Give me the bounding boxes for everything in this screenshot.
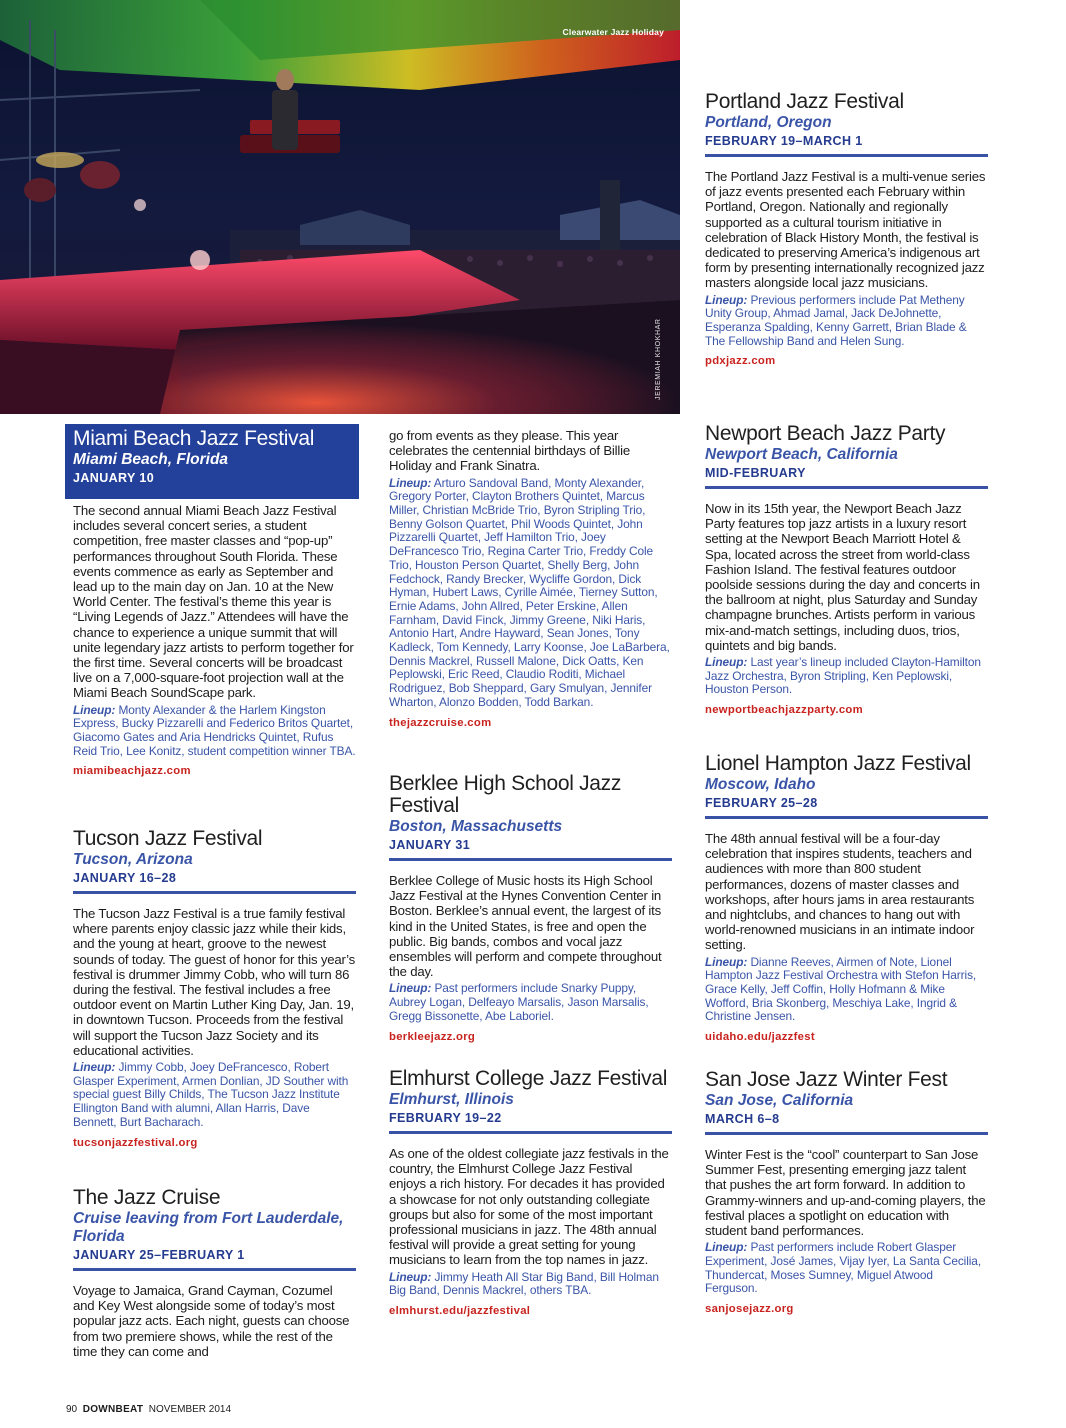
festival-entry-newport	[705, 423, 988, 716]
festival-description: The Tucson Jazz Festival is a true family festival where parents enjoy classic jazz while their kids, and the young at heart, groove to the newest sounds of today. The guest of honor for this year’s festival is drummer Jimmy Cobb, who will turn 86 during the festival. The festival includes a free outdoor event on Martin Luther King Day, Jan. 19, in downtown Tucson. Proceeds from the festival will support the Tucson Jazz Society and its educational activities.	[73, 906, 356, 1058]
festival-lineup	[389, 1271, 672, 1298]
lineup-text: Dianne Reeves, Airmen of Note, Lionel Hampton Jazz Festival Orchestra with Stefon Harris, Grace Kelly, Jeff Coffin, Holly Hofmann & Mike Wofford, Bria Skonberg, Meschiya Lake, Ingrid & Christine Jensen.	[705, 954, 977, 1024]
festival-date: JANUARY 16–28	[73, 871, 356, 894]
festival-description: Winter Fest is the “cool” counterpart to San Jose Summer Fest, presenting emerging jazz talent that pushes the art form forward. In addition to Grammy-winners and up-and-coming players, the festival places a spotlight on education with student band performances.	[705, 1147, 986, 1239]
photo-credit: JEREMIAH KHOKHAR	[655, 318, 662, 400]
festival-url[interactable]: pdxjazz.com	[705, 355, 776, 368]
lineup-text: Monty Alexander & the Harlem Kingston Express, Bucky Pizzarelli and Federico Britos Quartet, Giacomo Gates and Aria Hendricks Quintet, Rufus Reid Trio, Lee Konitz, student competition winner TBA.	[73, 702, 356, 758]
festival-entry-cruise-continued	[389, 428, 672, 729]
festival-description: The 48th annual festival will be a four-day celebration that inspires students, teachers and audiences with more than 800 student performances, dozens of master classes and workshops, after hours jams in area restaurants and nightclubs, and chances to hang out with world-renowned musicians in an intimate indoor setting.	[705, 831, 975, 953]
festival-entry-portland	[705, 91, 988, 367]
festival-location: Portland, Oregon	[705, 114, 832, 131]
festival-url[interactable]: thejazzcruise.com	[389, 716, 492, 729]
festival-url[interactable]: uidaho.edu/jazzfest	[705, 1031, 815, 1044]
festival-lineup	[389, 982, 672, 1023]
lineup-label: Lineup:	[705, 1240, 748, 1255]
lineup-label: Lineup:	[705, 954, 748, 969]
magazine-name: DOWNBEAT	[82, 1404, 144, 1415]
festival-url[interactable]: tucsonjazzfestival.org	[73, 1136, 198, 1149]
festival-description: The second annual Miami Beach Jazz Festival includes several concert series, a student competition, free master classes and “pop-up” performances throughout South Florida. These events commence as early as September and lead up to the main day on Jan. 10 at the New World Center. The festival’s theme this year is “Living Legends of Jazz.” Attendees will have the chance to experience a unique summit that will unite legendary jazz artists to perform together for the first time. Several concerts will be broadcast live on a 7,000-square-foot projection wall at the Miami Beach SoundScape park.	[73, 503, 354, 701]
festival-date: FEBRUARY 19–MARCH 1	[705, 134, 988, 157]
lineup-label: Lineup:	[389, 981, 432, 996]
lineup-text: Jimmy Heath All Star Big Band, Bill Holman Big Band, Dennis Mackrel, others TBA.	[389, 1269, 659, 1298]
festival-entry-berklee	[389, 773, 672, 1043]
issue-date: NOVEMBER 2014	[148, 1404, 232, 1415]
festival-url[interactable]: elmhurst.edu/jazzfestival	[389, 1305, 531, 1318]
festival-lineup	[705, 294, 988, 349]
festival-url[interactable]: sanjosejazz.org	[705, 1303, 794, 1316]
concert-stage-illustration	[0, 0, 680, 414]
festival-location: Newport Beach, California	[705, 446, 898, 463]
festival-title: The Jazz Cruise	[73, 1186, 221, 1209]
lineup-label: Lineup:	[389, 475, 432, 490]
concert-photo	[0, 0, 680, 414]
festival-description: As one of the oldest collegiate jazz festivals in the country, the Elmhurst College Jazz Festival enjoys a rich history. For decades it has provided a showcase for not only outstanding collegiate groups but also for some of the most important professional musicians in jazz. The 48th annual festival will provide a great setting for young musicians to learn from the top names in jazz.	[389, 1146, 669, 1268]
festival-entry-tucson	[73, 828, 356, 1149]
lineup-label: Lineup:	[73, 1060, 116, 1075]
festival-title: Elmhurst College Jazz Festival	[389, 1067, 668, 1090]
festival-lineup	[705, 1241, 988, 1296]
miami-banner	[65, 424, 359, 499]
lineup-text: Arturo Sandoval Band, Monty Alexander, Gregory Porter, Clayton Brothers Quintet, Marcus Miller, Christian McBride Trio, Byron Stripling Trio, Benny Golson Quartet, Phil Woods Quintet, John Pizzarelli Quartet, Jeff Hamilton Trio, Joey DeFrancesco Trio, Regina Carter Trio, Freddy Cole Trio, Houston Person Quartet, Shelly Berg, John Fedchock, Randy Brecker, Wycliffe Gordon, Dick Hyman, Hubert Laws, Cyrille Aimée, Tierney Sutton, Ernie Adams, John Allred, Peter Erskine, Allen Farnham, David Finck, Jimmy Greene, Niki Haris, Antonio Hart, Andre Hayward, Sean Jones, Tony Kadleck, Tom Kennedy, Larry Koonse, Joe LaBarbera, Dennis Mackrel, Russell Malone, Dick Oatts, Ken Peplowski, Eric Reed, Claudio Roditi, Michael Rodriguez, Bob Sheppard, Gary Smulyan, Jennifer Wharton, Alonzo Bodden, Todd Barkan.	[389, 475, 670, 709]
festival-title: Portland Jazz Festival	[705, 90, 904, 113]
festival-date: MARCH 6–8	[705, 1112, 988, 1135]
festival-date: MID-FEBRUARY	[705, 466, 988, 489]
festival-entry-elmhurst	[389, 1068, 672, 1317]
festival-date: FEBRUARY 25–28	[705, 796, 988, 819]
festival-date: JANUARY 10	[73, 471, 155, 485]
lineup-text: Past performers include Snarky Puppy, Aubrey Logan, Delfeayo Marsalis, Jason Marsalis, Gregg Bissonette, Abe Laboriel.	[389, 981, 649, 1023]
festival-date: JANUARY 25–FEBRUARY 1	[73, 1248, 356, 1271]
festival-lineup	[389, 477, 672, 710]
festival-description: Berklee College of Music hosts its High School Jazz Festival at the Hynes Convention Center in Boston. Berklee’s annual event, the largest of its kind in the United States, is free and open the public. Big bands, combos and vocal jazz ensembles will perform and compete throughout the day.	[389, 873, 662, 980]
festival-title: Berklee High School Jazz Festival	[389, 772, 622, 817]
festival-entry-cruise	[73, 1187, 356, 1359]
festival-title: Tucson Jazz Festival	[73, 827, 263, 850]
festival-title: San Jose Jazz Winter Fest	[705, 1068, 948, 1091]
page-number: 90	[66, 1404, 78, 1415]
festival-location: Moscow, Idaho	[705, 776, 816, 793]
festival-location: Cruise leaving from Fort Lauderdale, Florida	[73, 1210, 344, 1245]
festival-location: Boston, Massachusetts	[389, 818, 563, 835]
lineup-text: Previous performers include Pat Metheny Unity Group, Ahmad Jamal, Jack DeJohnette, Esperanza Spalding, Kenny Garrett, Brian Blade & The Fellowship Band and Helen Sung.	[705, 292, 967, 348]
festival-date: FEBRUARY 19–22	[389, 1111, 672, 1134]
festival-description: Voyage to Jamaica, Grand Cayman, Cozumel and Key West alongside some of today’s most popular jazz acts. Each night, guests can choose from two premiere shows, while the rest of the time they can come and	[73, 1283, 350, 1359]
lineup-label: Lineup:	[389, 1269, 432, 1284]
festival-lineup	[73, 1061, 356, 1130]
festival-description: The Portland Jazz Festival is a multi-venue series of jazz events presented each February within Portland, Oregon. Nationally and regionally supported as a cultural tourism initiative in celebration of Black History Month, the festival is dedicated to preserving America’s indigenous art form by presenting internationally recognized jazz masters alongside local jazz musicians.	[705, 169, 986, 291]
festival-description-continued: go from events as they please. This year celebrates the centennial birthdays of Billie Holiday and Frank Sinatra.	[389, 428, 630, 474]
festival-entry-sanjose	[705, 1069, 988, 1315]
festival-location: Elmhurst, Illinois	[389, 1091, 514, 1108]
festival-entry-lionel	[705, 753, 988, 1043]
festival-title: Miami Beach Jazz Festival	[73, 427, 315, 450]
festival-location: San Jose, California	[705, 1092, 854, 1109]
photo-caption: Clearwater Jazz Holiday	[562, 27, 664, 37]
lineup-text: Past performers include Robert Glasper Experiment, José James, Vijay Iyer, La Santa Cecilia, Thundercat, Moses Sumney, Miguel Atwood Ferguson.	[705, 1240, 982, 1296]
lineup-text: Jimmy Cobb, Joey DeFrancesco, Robert Glasper Experiment, Armen Donlian, JD Souther with special guest Billy Childs, The Tucson Jazz Institute Ellington Band with alumni, Allan Harris, Dave Bennett, Burt Bacharach.	[73, 1060, 349, 1129]
festival-title: Newport Beach Jazz Party	[705, 422, 946, 445]
lineup-text: Last year’s lineup included Clayton-Hamilton Jazz Orchestra, Byron Stripling, Ken Peplowski, Houston Person.	[705, 655, 981, 697]
festival-lineup	[73, 704, 356, 759]
lineup-label: Lineup:	[705, 292, 748, 307]
festival-title: Lionel Hampton Jazz Festival	[705, 752, 971, 775]
festival-location: Tucson, Arizona	[73, 851, 193, 868]
festival-location: Miami Beach, Florida	[73, 451, 229, 468]
lineup-label: Lineup:	[705, 655, 748, 670]
festival-url[interactable]: newportbeachjazzparty.com	[705, 704, 863, 717]
lineup-label: Lineup:	[73, 702, 116, 717]
festival-entry-miami	[73, 503, 356, 777]
festival-lineup	[705, 656, 988, 697]
page-footer	[66, 1404, 231, 1415]
festival-lineup	[705, 956, 988, 1025]
festival-url[interactable]: miamibeachjazz.com	[73, 765, 191, 778]
festival-description: Now in its 15th year, the Newport Beach Jazz Party features top jazz artists in a luxury resort setting at the Newport Beach Marriott Hotel & Spa, located across the street from world-class Fashion Island. The festival features outdoor poolside sessions during the day and concerts in the ballroom at night, plus Saturday and Sunday champagne brunches. Artists perform in various mix-and-match settings, including duos, trios, quintets and big bands.	[705, 501, 980, 653]
festival-date: JANUARY 31	[389, 838, 672, 861]
festival-url[interactable]: berkleejazz.org	[389, 1030, 476, 1043]
